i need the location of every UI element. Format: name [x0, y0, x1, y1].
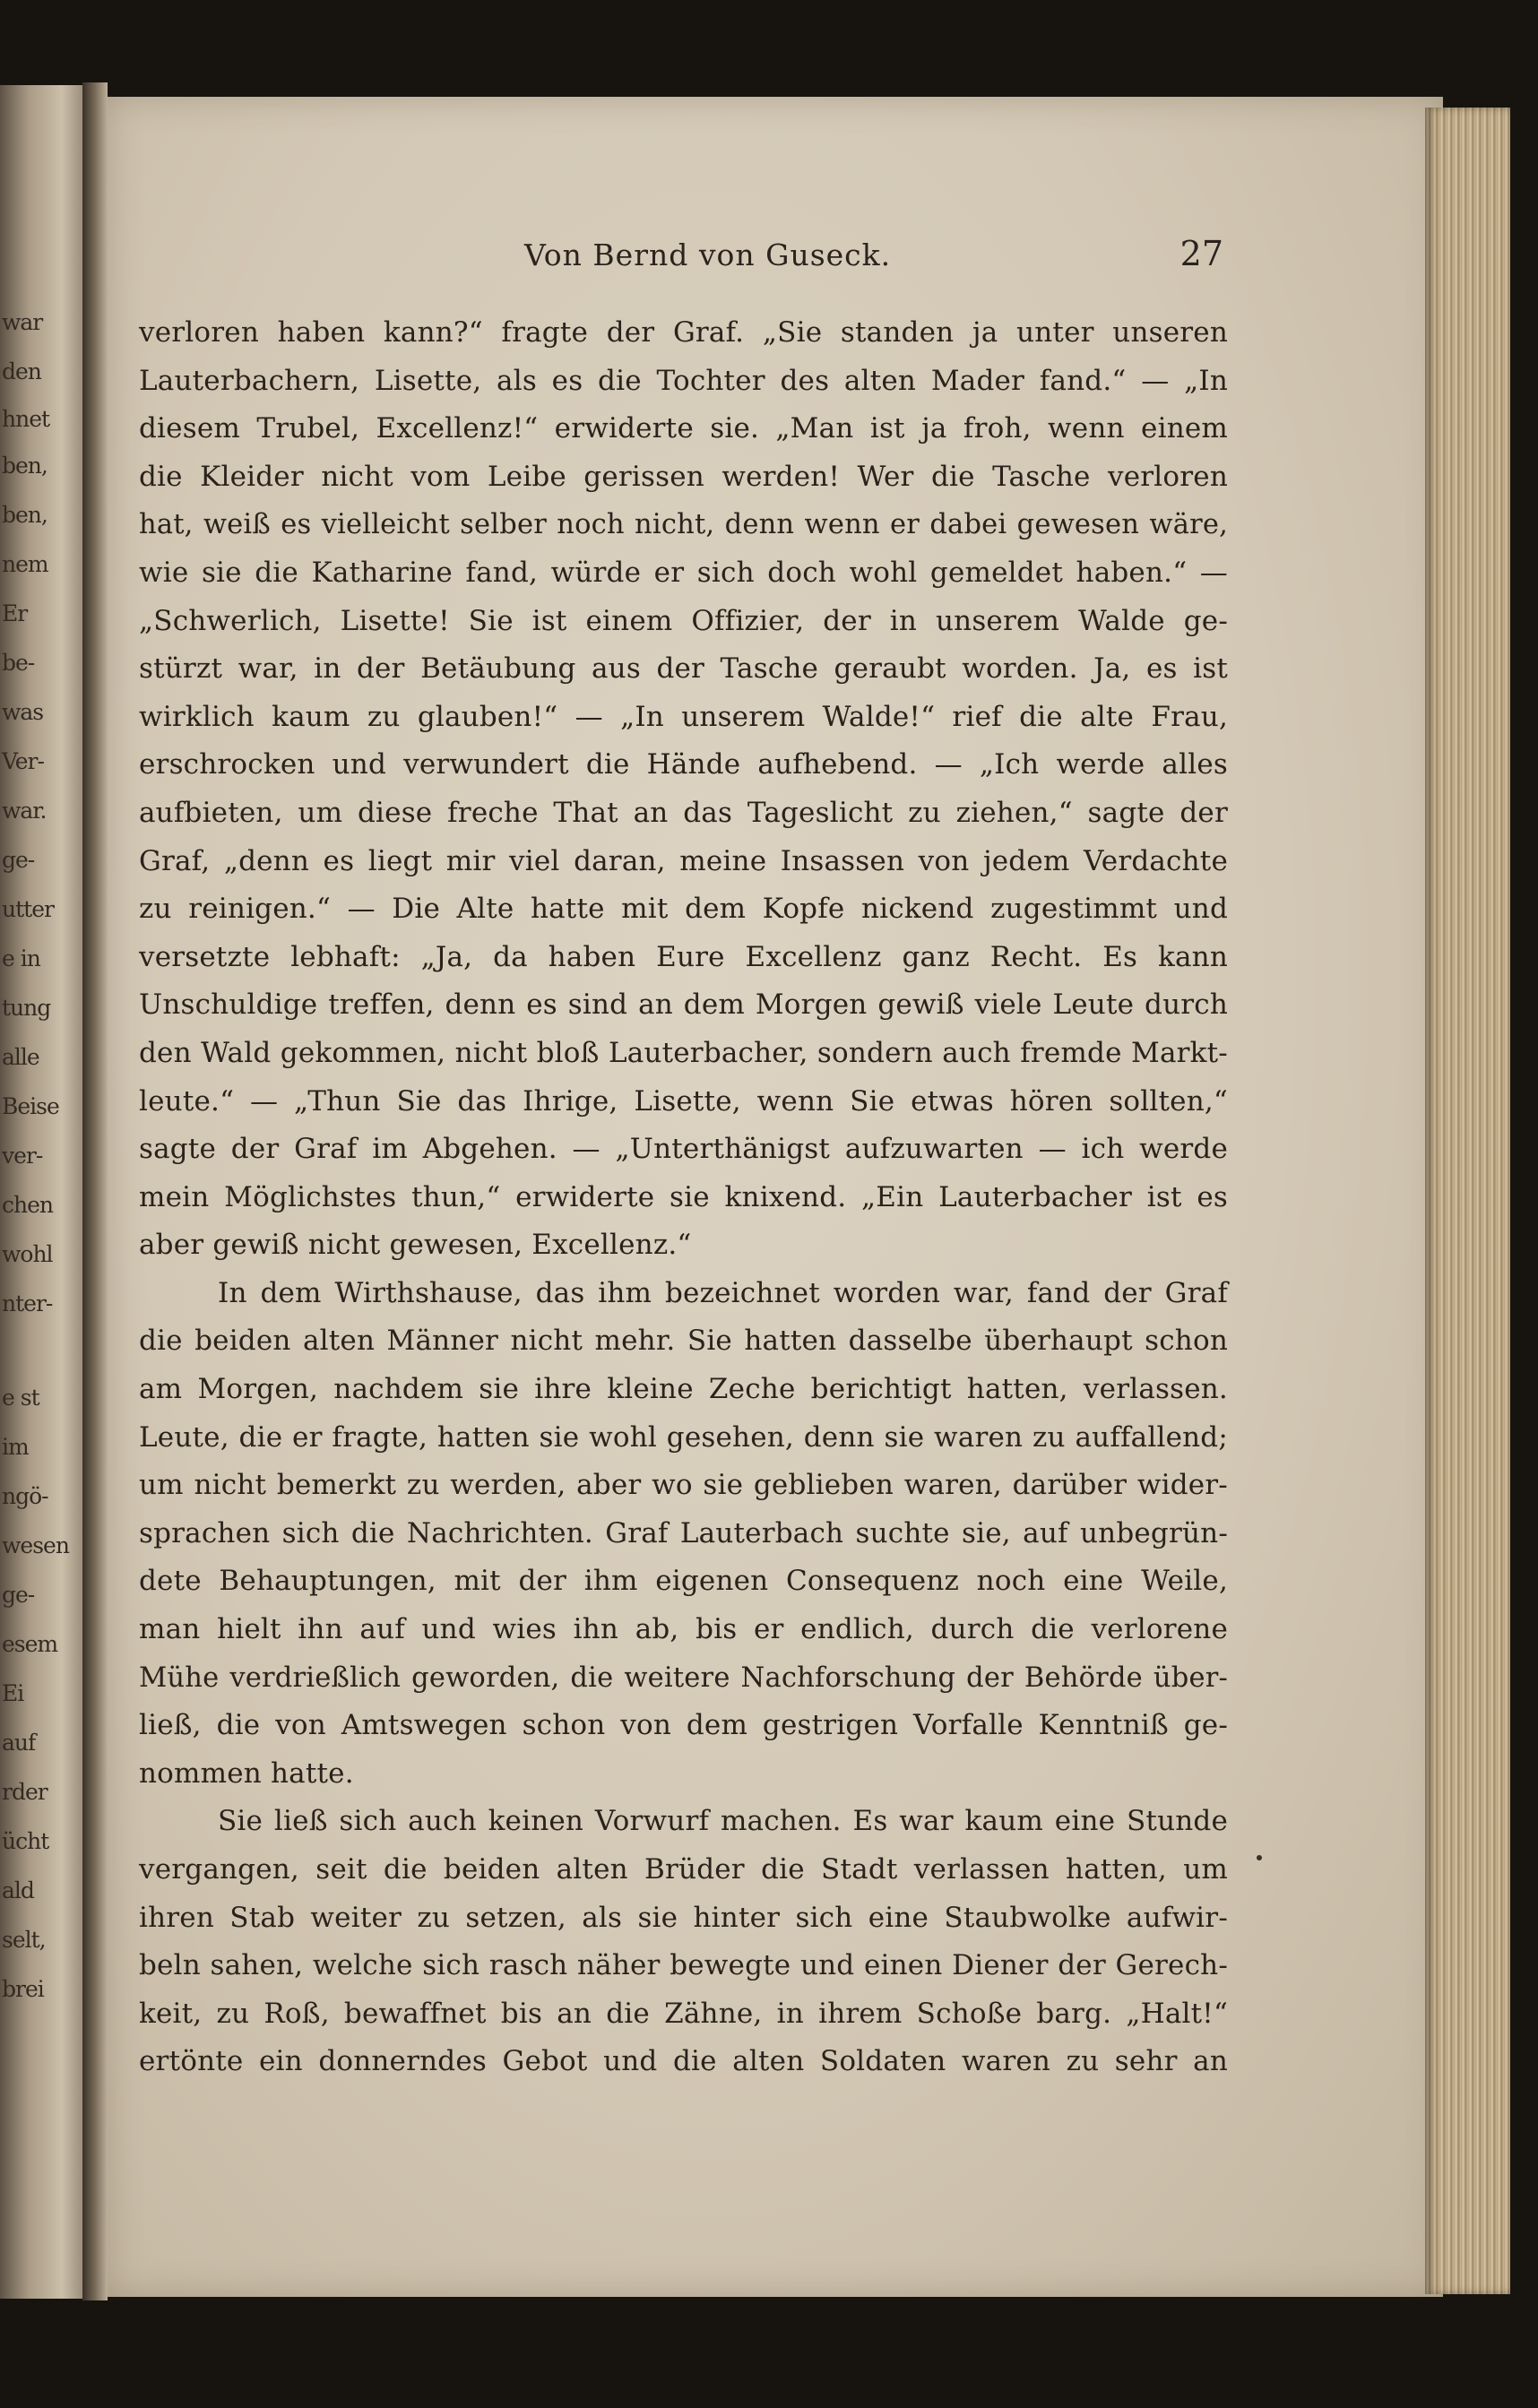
text-line: hat, weiß es vielleicht selber noch nicht, denn wenn er dabei gewesen wäre,	[139, 509, 1228, 541]
text-line: Lauterbachern, Lisette, als es die Tochter des alten Mader fand.“ — „In	[139, 364, 1228, 397]
left-page-fragment: e in	[2, 945, 40, 971]
text-line: Unschuldige treffen, denn es sind an dem Morgen gewiß viele Leute durch	[139, 988, 1228, 1022]
left-page-fragment: ge-	[2, 847, 35, 873]
text-line: aufbieten, um diese freche That an das Tageslicht zu ziehen,“ sagte der	[139, 796, 1228, 829]
page-number: 27	[1179, 234, 1223, 273]
text-line: wirklich kaum zu glauben!“ — „In unserem Walde!“ rief die alte Frau,	[139, 700, 1228, 733]
text-line: versetzte lebhaft: „Ja, da haben Eure Excellenz ganz Recht. Es kann	[139, 940, 1228, 973]
left-page-fragment: ben,	[2, 502, 48, 528]
left-page-fragment: alle	[2, 1044, 39, 1070]
left-page-fragment: brei	[2, 1976, 44, 2002]
left-page-fragment: ge-	[2, 1582, 35, 1608]
text-line: die beiden alten Männer nicht mehr. Sie hatten dasselbe überhaupt schon	[139, 1325, 1228, 1358]
running-title: Von Bernd von Guseck.	[524, 237, 892, 272]
text-line: leute.“ — „Thun Sie das Ihrige, Lisette, wenn Sie etwas hören sollten,“	[139, 1084, 1228, 1118]
text-line: den Wald gekommen, nicht bloß Lauterbacher, sondern auch fremde Markt-	[139, 1036, 1228, 1069]
text-line: stürzt war, in der Betäubung aus der Tasche geraubt worden. Ja, es ist	[139, 652, 1228, 686]
left-page-fragment: nem	[2, 551, 48, 577]
text-line: erschrocken und verwundert die Hände aufhebend. — „Ich werde alles	[139, 748, 1228, 781]
text-line: verloren haben kann?“ fragte der Graf. „Sie standen ja unter unseren	[139, 316, 1228, 349]
left-page-fragment: utter	[2, 896, 54, 922]
text-line: Mühe verdrießlich geworden, die weitere Nachforschung der Behörde über-	[139, 1661, 1228, 1694]
left-page-fragment: wohl	[2, 1241, 53, 1267]
text-line: nommen hatte.	[139, 1756, 354, 1790]
left-page-fragment: auf	[2, 1730, 36, 1756]
text-line: sprachen sich die Nachrichten. Graf Lauterbach suchte sie, auf unbegrün-	[139, 1516, 1228, 1549]
text-line: ertönte ein donnerndes Gebot und die alten Soldaten waren zu sehr an	[139, 2045, 1228, 2078]
left-page-fragment: ver-	[2, 1143, 43, 1169]
text-line: am Morgen, nachdem sie ihre kleine Zeche berichtigt hatten, verlassen.	[139, 1373, 1228, 1406]
left-page-fragment: selt,	[2, 1927, 46, 1953]
text-line: ließ, die von Amtswegen schon von dem gestrigen Vorfalle Kenntniß ge-	[139, 1709, 1228, 1742]
text-line: um nicht bemerkt zu werden, aber wo sie geblieben waren, darüber wider-	[139, 1469, 1228, 1502]
text-line: sagte der Graf im Abgehen. — „Unterthänigst aufzuwarten — ich werde	[139, 1133, 1228, 1166]
text-line: aber gewiß nicht gewesen, Excellenz.“	[139, 1229, 692, 1262]
left-page-fragment: war.	[2, 798, 47, 824]
left-page-fragment: Ver-	[2, 748, 44, 774]
left-page-fragment: ben,	[2, 453, 48, 479]
text-line: zu reinigen.“ — Die Alte hatte mit dem Kopfe nickend zugestimmt und	[139, 893, 1228, 926]
text-line: dete Behauptungen, mit der ihm eigenen Consequenz noch eine Weile,	[139, 1565, 1228, 1598]
left-page-fragment: e st	[2, 1385, 39, 1411]
left-page-fragment: chen	[2, 1192, 53, 1218]
left-page-fragment: nter-	[2, 1290, 53, 1316]
text-line: die Kleider nicht vom Leibe gerissen werden! Wer die Tasche verloren	[139, 460, 1228, 493]
ink-spot	[1257, 1855, 1262, 1860]
left-page-fragment: Er	[2, 600, 28, 626]
left-page-fragment: hnet	[2, 406, 50, 432]
left-page-fragment: ald	[2, 1877, 34, 1903]
left-page-fragment: war	[2, 309, 43, 335]
text-line: man hielt ihn auf und wies ihn ab, bis er endlich, durch die verlorene	[139, 1613, 1228, 1646]
left-page-fragment: im	[2, 1434, 29, 1460]
page-edges	[1425, 108, 1510, 2294]
left-page-fragment: was	[2, 699, 44, 725]
left-page-fragment: rder	[2, 1779, 48, 1805]
text-line: keit, zu Roß, bewaffnet bis an die Zähne, in ihrem Schoße barg. „Halt!“	[139, 1997, 1228, 2030]
text-line: diesem Trubel, Excellenz!“ erwiderte sie. „Man ist ja froh, wenn einem	[139, 412, 1228, 445]
text-line: ihren Stab weiter zu setzen, als sie hinter sich eine Staubwolke aufwir-	[139, 1901, 1228, 1934]
left-page-fragment: ücht	[2, 1828, 49, 1854]
text-line: Leute, die er fragte, hatten sie wohl gesehen, denn sie waren zu auffallend;	[139, 1420, 1228, 1454]
left-page-fragment: Ei	[2, 1680, 24, 1706]
text-line: „Schwerlich, Lisette! Sie ist einem Offizier, der in unserem Walde ge-	[139, 604, 1228, 637]
page-header	[134, 234, 1223, 282]
text-line: vergangen, seit die beiden alten Brüder die Stadt verlassen hatten, um	[139, 1853, 1228, 1886]
left-page-fragment: Beise	[2, 1093, 59, 1119]
paragraph-start-line: In dem Wirthshause, das ihm bezeichnet worden war, fand der Graf	[218, 1276, 1228, 1309]
paragraph-start-line: Sie ließ sich auch keinen Vorwurf machen. Es war kaum eine Stunde	[218, 1805, 1228, 1838]
text-line: wie sie die Katharine fand, würde er sich doch wohl gemeldet haben.“ —	[139, 556, 1228, 589]
left-page-fragment: den	[2, 358, 41, 384]
left-page-fragment: tung	[2, 995, 51, 1021]
body-text	[139, 309, 1228, 2086]
text-line: Graf, „denn es liegt mir viel daran, meine Insassen von jedem Verdachte	[139, 844, 1228, 877]
book-gutter	[82, 82, 108, 2300]
left-page-fragment: wesen	[2, 1532, 69, 1558]
left-page-fragment: ngö-	[2, 1483, 48, 1509]
left-page-edge	[0, 85, 82, 2299]
text-line: beln sahen, welche sich rasch näher bewegte und einen Diener der Gerech-	[139, 1949, 1228, 1982]
left-page-fragment: be-	[2, 650, 35, 676]
left-page-fragment: esem	[2, 1631, 58, 1657]
text-line: mein Möglichstes thun,“ erwiderte sie knixend. „Ein Lauterbacher ist es	[139, 1180, 1228, 1213]
